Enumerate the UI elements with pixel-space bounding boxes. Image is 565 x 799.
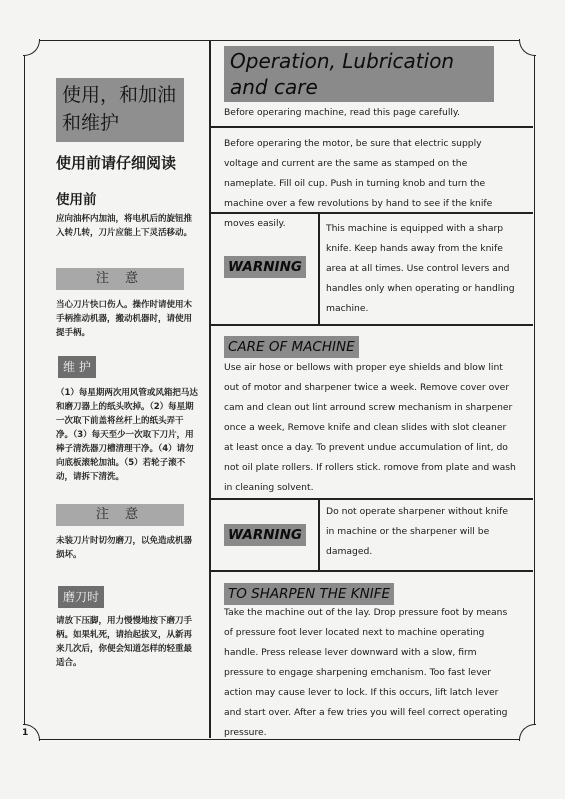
sharpen-text-zh: 请放下压脚，用力慢慢地按下磨刀手柄。如果轧死，请抬起拔叉，从新再来几次后，你便会知道怎样的轻重最适合。 [56,616,193,668]
intro-text: Before operaring machine, read this page carefully. [224,107,460,118]
page-title: Operation, Lubrication and care [224,46,494,102]
caution-band-1: 注 意 [56,268,184,290]
frame-corner [519,724,536,741]
warning-label-1: WARNING [224,256,306,278]
read-carefully-heading: 使用前请仔细阅读 [56,154,177,172]
maintenance-tag: 维 护 [58,356,96,378]
divider-line [210,324,533,326]
page-number: 1 [22,728,29,738]
before-use-text: 应向油杯内加油，将电机后的旋钮推入转几转，刀片应能上下灵活移动。 [56,214,193,238]
left-hero-title: 使用，和加油和维护 [56,78,184,142]
divider-line [318,212,320,324]
divider-line [210,498,533,500]
sharpen-heading: TO SHARPEN THE KNIFE [224,583,394,605]
caution-band-2: 注 意 [56,504,184,526]
frame-corner [23,39,40,56]
warning-label-2: WARNING [224,524,306,546]
before-use-heading: 使用前 [56,192,97,208]
divider-line [210,570,533,572]
sharpen-text: Take the machine out of the lay. Drop pressure foot by means of pressure foot lever located next to machine operating handle. Press release lever downward with a slow, firm pressure to engage sharpening emchanism. Too fast lever action may cause lever to lock. If this occurs, lift latch lever and start over. After a few tries you will feel correct operating pressure. [224,607,508,738]
caution-text-2: 未装刀片时切勿磨刀，以免造成机器损坏。 [56,536,193,560]
care-text: Use air hose or bellows with proper eye shields and blow lint out of motor and sharpener twice a week. Remove cover over cam and clean out lint arround screw mechanism in sharpener once a week, Remove knife and clean slides with slot cleaner at least once a day. To prevent undue accumulation of lint, do not oil plate rollers. If rollers stick. romove from plate and wash in cleaning solvent. [224,362,516,493]
operation-text: Before operaring the motor, be sure that electric supply voltage and current are the same as stamped on the nameplate. Fill oil cup. Push in turning knob and turn the machine over a few revolutions by hand to see if the knife moves easily. [224,138,493,229]
maintenance-text: （1）每星期两次用风管或风箱把马达和磨刀器上的纸头吹掉。（2）每星期一次取下前盖将丝杆上的纸头弄干净。（3）每天至少一次取下刀片，用棒子清洗器刀槽清理干净。（4）请勿向底板滚轮加油。（5）若轮子滚不动，请拆下清洗。 [56,388,198,482]
column-divider [209,40,211,738]
sharpen-tag: 磨刀时 [58,586,104,608]
caution-text-1: 当心刀片快口伤人。操作时请使用木手柄推动机器，搬动机器时，请使用提手柄。 [56,300,193,338]
divider-line [210,126,533,128]
warning-text-1: This machine is equipped with a sharp knife. Keep hands away from the knife area at all times. Use control levers and handles only when operating or handling machine. [326,223,515,314]
warning-text-2: Do not operate sharpener without knife in machine or the sharpener will be damaged. [326,506,508,557]
frame-corner [519,39,536,56]
care-heading: CARE OF MACHINE [224,336,359,358]
divider-line [210,212,533,214]
divider-line [318,498,320,570]
